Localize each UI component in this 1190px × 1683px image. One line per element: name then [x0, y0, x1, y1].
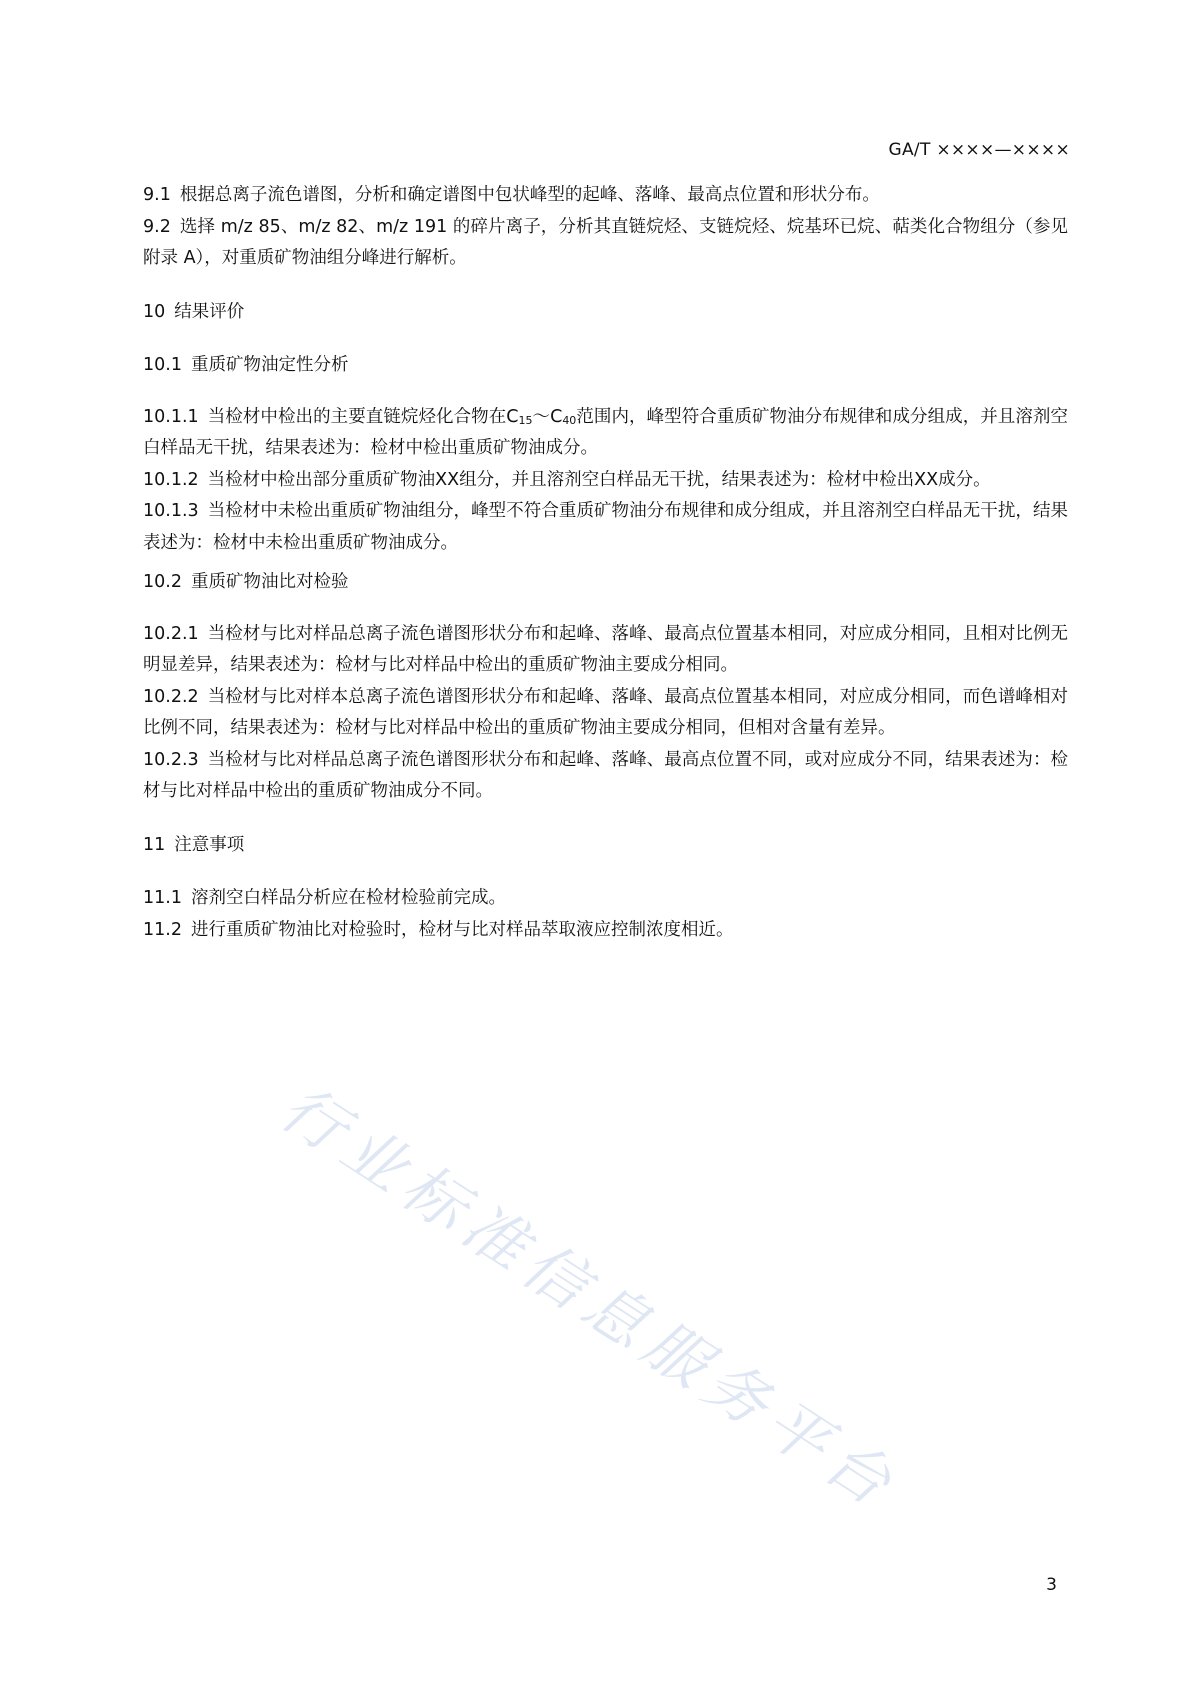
section-title: 结果评价: [174, 301, 245, 322]
document-body: [143, 180, 1068, 946]
clause-9-2: [143, 212, 1068, 275]
standard-code: GA/T ××××—××××: [888, 140, 1070, 160]
clause-number: 10.2.1: [143, 623, 199, 644]
section-10-heading: [143, 297, 1068, 329]
clause-text-part-c: 范围内，峰型符合重质矿物油分布规律和成分组成，并且溶剂空白样品无干扰，结果表述为：检材中检出重质矿物油成分。: [143, 406, 1068, 458]
clause-number: 9.2: [143, 216, 171, 237]
clause-text: 当检材与比对样本总离子流色谱图形状分布和起峰、落峰、最高点位置基本相同，对应成分相同，而色谱峰相对比例不同，结果表述为：检材与比对样品中检出的重质矿物油主要成分相同，但相对含量有差异。: [143, 686, 1068, 738]
clause-10-2-1: [143, 619, 1068, 682]
section-title: 注意事项: [174, 834, 245, 855]
clause-number: 11.1: [143, 888, 182, 908]
clause-text: 进行重质矿物油比对检验时，检材与比对样品萃取液应控制浓度相近。: [190, 919, 734, 940]
clause-number: 11.2: [143, 919, 182, 940]
page-number: 3: [1046, 1575, 1057, 1595]
clause-10-1-3: [143, 496, 1068, 559]
section-number: 10.1: [143, 355, 182, 375]
clause-text: 根据总离子流色谱图，分析和确定谱图中包状峰型的起峰、落峰、最高点位置和形状分布。: [179, 185, 880, 205]
section-title: 重质矿物油比对检验: [190, 572, 349, 592]
clause-11-2: [143, 915, 1068, 947]
clause-text: 当检材中检出部分重质矿物油XX组分，并且溶剂空白样品无干扰，结果表述为：检材中检出XX成分。: [207, 469, 991, 490]
clause-text-part-b: ～C: [532, 406, 563, 427]
clause-number: 10.1.3: [143, 501, 199, 521]
clause-10-2-2: [143, 682, 1068, 745]
watermark: 行业标准信息服务平台: [268, 1070, 912, 1525]
clause-number: 10.2.3: [143, 749, 199, 770]
clause-number: 10.1.1: [143, 406, 199, 427]
clause-number: 10.2.2: [143, 686, 199, 707]
section-number: 10: [143, 301, 166, 322]
clause-text: 当检材与比对样品总离子流色谱图形状分布和起峰、落峰、最高点位置基本相同，对应成分相同，且相对比例无明显差异，结果表述为：检材与比对样品中检出的重质矿物油主要成分相同。: [143, 623, 1068, 675]
clause-number: 10.1.2: [143, 469, 199, 490]
clause-10-2-3: [143, 745, 1068, 808]
clause-9-1: [143, 180, 1068, 212]
section-number: 11: [143, 834, 166, 855]
subscript-40: 40: [562, 413, 577, 427]
clause-text: 溶剂空白样品分析应在检材检验前完成。: [190, 888, 506, 908]
section-10-2-heading: [143, 567, 1068, 599]
section-title: 重质矿物油定性分析: [190, 355, 349, 375]
clause-text: 当检材中未检出重质矿物油组分，峰型不符合重质矿物油分布规律和成分组成，并且溶剂空白样品无干扰，结果表述为：检材中未检出重质矿物油成分。: [143, 501, 1068, 553]
subscript-15: 15: [518, 413, 533, 427]
section-10-1-heading: [143, 350, 1068, 382]
clause-text: 当检材与比对样品总离子流色谱图形状分布和起峰、落峰、最高点位置不同，或对应成分不同，结果表述为：检材与比对样品中检出的重质矿物油成分不同。: [143, 749, 1068, 801]
clause-text: 选择 m/z 85、m/z 82、m/z 191 的碎片离子，分析其直链烷烃、支链烷烃、烷基环已烷、萜类化合物组分（参见附录 A），对重质矿物油组分峰进行解析。: [143, 216, 1068, 268]
clause-11-1: [143, 883, 1068, 915]
clause-10-1-1: [143, 402, 1068, 465]
clause-number: 9.1: [143, 185, 171, 205]
section-11-heading: [143, 830, 1068, 862]
clause-text-part-a: 当检材中检出的主要直链烷烃化合物在C: [207, 406, 519, 427]
section-number: 10.2: [143, 572, 182, 592]
clause-10-1-2: [143, 465, 1068, 497]
